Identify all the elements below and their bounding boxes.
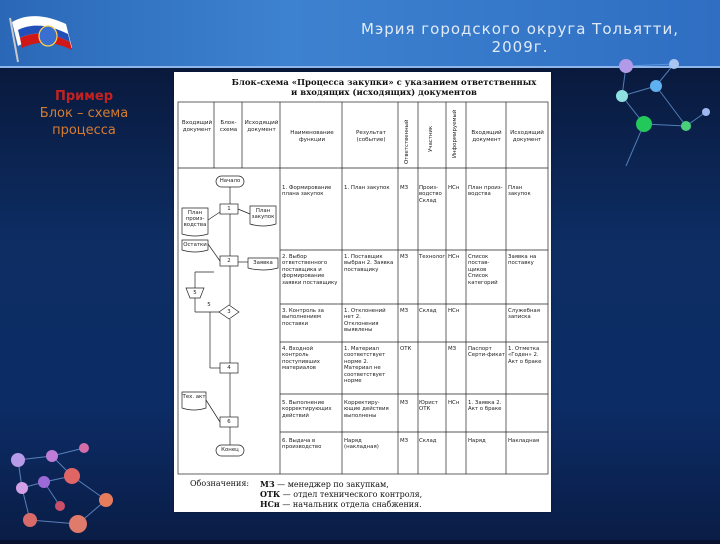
row-3-inf: НСн: [448, 308, 460, 314]
row-2-resp: МЗ: [400, 254, 409, 260]
row-5-resp: МЗ: [400, 400, 409, 406]
row-3-function: 3. Контроль за выполнением поставки: [282, 308, 324, 327]
row-3-part: Склад: [419, 308, 437, 314]
flow-end: Конец: [221, 447, 239, 453]
row-6-out: Накладная: [508, 438, 540, 444]
row-6-function: 6. Выдача в производство: [282, 438, 322, 451]
row-2-part: Технолог: [419, 254, 446, 260]
flow-step-4: 4: [227, 365, 231, 371]
flow-doc-plan-prod: План произ-водства: [183, 210, 207, 228]
flow-doc-ostatki: Остатки: [183, 242, 207, 248]
row-6-resp: МЗ: [400, 438, 409, 444]
header-function: Наименование функции: [290, 130, 334, 143]
flow-step-2: 2: [227, 258, 231, 264]
header-responsible: Ответственный: [404, 119, 410, 164]
page-title: Мэрия городского округа Тольятти, 2009г.: [361, 20, 679, 56]
molecule-decoration-bottom: [0, 430, 130, 544]
row-6-part: Склад: [419, 438, 437, 444]
row-3-resp: МЗ: [400, 308, 409, 314]
row-5-inf: НСн: [448, 400, 460, 406]
legend-item-nsn: [260, 499, 422, 510]
flowchart-document: [174, 72, 551, 512]
flow-doc-tex-akt: Тех. акт: [182, 394, 206, 400]
flow-start: Начало: [219, 178, 241, 184]
header-informed: Информируемый: [452, 109, 458, 158]
flow-step-6: 6: [227, 419, 231, 425]
row-4-resp: ОТК: [400, 346, 412, 352]
row-5-function: 5. Выполнение корректирующих действий: [282, 400, 332, 419]
row-4-out: 1. Отметка «Годен» 2. Акт о браке: [508, 346, 542, 365]
slide-subtitle: [14, 88, 154, 139]
header-block: Блок-схема: [219, 120, 238, 133]
subtitle-line-3: процесса: [52, 123, 116, 138]
row-2-inf: НСн: [448, 254, 460, 260]
molecule-decoration-top: [596, 46, 720, 200]
row-2-function: 2. Выбор ответственного поставщика и формирование заявки поставщику: [282, 254, 338, 286]
header-participant: Участник: [428, 125, 434, 152]
legend-label: Обозначения:: [190, 479, 250, 488]
row-1-inf: НСн: [448, 185, 460, 191]
flow-step-1: 1: [227, 206, 231, 212]
document-title-line-1: Блок-схема «Процесса закупки» с указанием ответственных: [231, 78, 537, 88]
document-title-line-2: и входящих (исходящих) документов: [291, 88, 477, 98]
row-1-result: 1. План закупок: [344, 185, 390, 191]
row-4-function: 4. Входной контроль поступивших материалов: [282, 346, 320, 372]
header-result: Результат (событие): [356, 130, 386, 143]
legend-code-nsn: НСн: [260, 499, 280, 509]
flow-step-3: 3: [227, 309, 231, 315]
flow-doc-zayavka: Заявка: [253, 260, 273, 266]
subtitle-line-2: Блок – схема: [39, 106, 129, 121]
flow-step-5: 5: [193, 290, 197, 296]
legend-text-otk: — отдел технического контроля,: [280, 490, 423, 499]
flag-logo: [4, 4, 94, 70]
header-out-doc: Исходящий документ: [244, 120, 279, 133]
header-out-doc-2: Исходящий документ: [510, 130, 544, 143]
legend-text-nsn: — начальник отдела снабжения.: [279, 500, 422, 509]
row-2-out: Заявка на поставку: [508, 254, 537, 267]
header-in-doc: Входящий документ: [181, 120, 213, 133]
header-in-doc-2: Входящий документ: [471, 130, 502, 143]
row-6-in: Наряд: [468, 438, 486, 444]
row-5-result: Корректиру-ющие действия выполнены: [344, 400, 389, 419]
legend-code-mz: МЗ: [260, 479, 275, 489]
row-5-part: Юрист ОТК: [419, 400, 438, 413]
row-2-in: Список постав-щиков Список категорий: [468, 254, 498, 286]
row-4-inf: МЗ: [448, 346, 457, 352]
row-5-in: 1. Заявка 2. Акт о браке: [468, 400, 502, 413]
flow-branch-5: 5: [207, 302, 211, 308]
row-1-out: План закупок: [508, 185, 531, 198]
row-4-result: 1. Материал соответствует норме 2. Материал не соответствует норме: [344, 346, 386, 385]
legend-text-mz: — менеджер по закупкам,: [274, 480, 389, 489]
row-2-result: 1. Поставщик выбран 2. Заявка поставщику: [344, 254, 394, 273]
row-6-result: Наряд (накладная): [344, 438, 379, 451]
flow-doc-plan-zak: План закупок: [251, 208, 275, 220]
row-3-result: 1. Отклонений нет 2. Отклонения выявлены: [344, 308, 386, 334]
row-1-in: План произ-водства: [468, 185, 503, 198]
row-4-in: Паспорт Серти-фикат: [468, 346, 505, 359]
legend-code-otk: ОТК: [260, 489, 281, 499]
row-1-function: 1. Формирование плана закупок: [282, 185, 332, 198]
subtitle-line-1: Пример: [54, 89, 114, 104]
row-1-resp: МЗ: [400, 185, 409, 191]
row-3-out: Служебная записка: [508, 308, 540, 321]
row-1-part: Произ-водство Склад: [419, 185, 442, 204]
